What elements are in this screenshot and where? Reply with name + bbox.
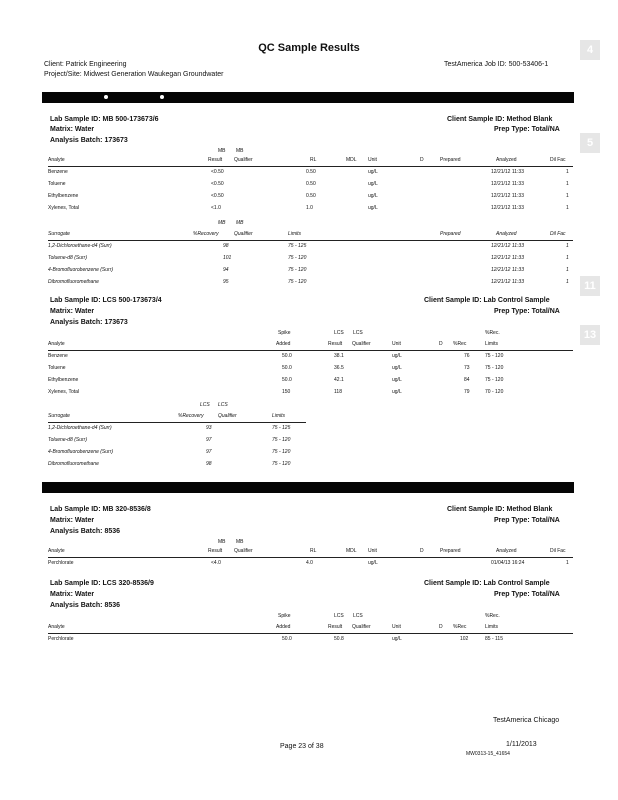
col-header: Spike: [278, 613, 291, 619]
unit: ug/L: [392, 353, 402, 359]
col-header-prepared: Prepared: [440, 231, 461, 237]
surrogate-name: 1,2-Dichloroethane-d4 (Surr): [48, 425, 112, 431]
unit: ug/L: [392, 365, 402, 371]
dil-fac: 1: [566, 267, 569, 273]
dil-fac: 1: [566, 279, 569, 285]
col-header-limits: Limits: [485, 341, 499, 347]
unit: ug/L: [392, 636, 402, 642]
surrogate-name: Dibromofluoromethane: [48, 279, 99, 285]
analyte: Benzene: [48, 353, 68, 359]
col-header-dilfac: Dil Fac: [550, 231, 566, 237]
surrogate-name: Toluene-d8 (Surr): [48, 255, 88, 261]
col-header-analyte: Analyte: [48, 548, 65, 554]
limits: 75 - 120: [485, 353, 504, 359]
col-header: LCS: [200, 402, 210, 408]
lab-sample-id: Lab Sample ID: LCS 320-8536/9: [50, 580, 154, 587]
col-header: LCS: [334, 613, 344, 619]
col-header-rl: RL: [310, 548, 317, 554]
table-row: [48, 193, 573, 202]
col-header-analyzed: Analyzed: [496, 231, 517, 237]
spike-added: 50.0: [282, 377, 292, 383]
table-header-row: [48, 231, 573, 240]
rec: 84: [464, 377, 470, 383]
header-rule: [48, 422, 306, 423]
analyte: Ethylbenzene: [48, 377, 79, 383]
col-header-analyte: Analyte: [48, 624, 65, 630]
analyzed: 01/04/13 16:24: [491, 560, 525, 566]
header-rule: [48, 633, 573, 634]
col-header: MB: [236, 220, 244, 226]
limits: 75 - 125: [288, 243, 307, 249]
lab-sample-id: Lab Sample ID: MB 320-8536/8: [50, 506, 151, 513]
analyte: Benzene: [48, 169, 68, 175]
job-id: TestAmerica Job ID: 500-53406-1: [444, 61, 549, 68]
dil-fac: 1: [566, 169, 569, 175]
dil-fac: 1: [566, 193, 569, 199]
col-header-limits: Limits: [485, 624, 499, 630]
col-header-rec: %Rec: [453, 624, 467, 630]
col-header: Spike: [278, 330, 291, 336]
mb-surrogate-table: [48, 220, 573, 290]
bar-marker: [160, 95, 164, 99]
table-row: [48, 279, 573, 288]
page-number: Page 23 of 38: [280, 743, 324, 750]
col-header-added: Added: [276, 624, 291, 630]
result: 50.8: [334, 636, 344, 642]
col-header-qualifier: Qualifier: [218, 413, 237, 419]
footer-lab-name: TestAmerica Chicago: [493, 717, 560, 724]
col-header-d: D: [439, 341, 443, 347]
table-row: [48, 365, 573, 374]
lab-sample-id: Lab Sample ID: LCS 500-173673/4: [50, 297, 162, 304]
recovery: 101: [223, 255, 232, 261]
method-blank-table: [48, 539, 573, 571]
limits: 75 - 120: [272, 437, 291, 443]
dil-fac: 1: [566, 243, 569, 249]
table-header-row: [48, 157, 573, 166]
col-header-d: D: [439, 624, 443, 630]
table-header-row: [48, 341, 573, 350]
analyzed: 12/21/12 11:33: [491, 255, 524, 261]
rec: 73: [464, 365, 470, 371]
recovery: 98: [206, 461, 212, 467]
table-row: [48, 449, 318, 458]
prep-type: Prep Type: Total/NA: [494, 591, 560, 598]
prep-type: Prep Type: Total/NA: [494, 517, 560, 524]
matrix: Matrix: Water: [50, 126, 95, 133]
analyte: Toluene: [48, 365, 66, 371]
col-header-added: Added: [276, 341, 291, 347]
table-row: [48, 169, 573, 178]
dil-fac: 1: [566, 181, 569, 187]
table-row: [48, 205, 573, 214]
col-header-unit: Unit: [368, 548, 377, 554]
analyte: Perchlorate: [48, 560, 74, 566]
col-header-rec: %Rec: [453, 341, 467, 347]
result: <4.0: [211, 560, 221, 566]
unit: ug/L: [368, 560, 378, 566]
col-header-qualifier: Qualifier: [234, 157, 253, 163]
side-tab-13[interactable]: 13: [580, 325, 600, 345]
rec: 76: [464, 353, 470, 359]
rl: 0.50: [306, 181, 316, 187]
table-header-row: [48, 220, 573, 229]
client-sample-id: Client Sample ID: Lab Control Sample: [424, 297, 550, 304]
result: 38.1: [334, 353, 344, 359]
col-header-d: D: [420, 157, 424, 163]
rl: 4.0: [306, 560, 313, 566]
col-header: LCS: [353, 613, 363, 619]
lcs-table: [48, 330, 573, 400]
method-section-bar: [42, 92, 574, 103]
col-header: LCS: [353, 330, 363, 336]
lab-sample-id: Lab Sample ID: MB 500-173673/6: [50, 116, 159, 123]
table-row: [48, 377, 573, 386]
analyzed: 12/21/12 11:33: [491, 193, 524, 199]
col-header-analyte: Analyte: [48, 341, 65, 347]
limits: 85 - 115: [485, 636, 503, 642]
col-header-unit: Unit: [368, 157, 377, 163]
project-line: Project/Site: Midwest Generation Waukegan Groundwater: [44, 71, 224, 78]
col-header-limits: Limits: [272, 413, 286, 419]
matrix: Matrix: Water: [50, 517, 95, 524]
analyzed: 12/21/12 11:33: [491, 267, 524, 273]
analyte: Xylenes, Total: [48, 389, 80, 395]
document-stamp: MW0313-15_41654: [466, 751, 510, 757]
limits: 75 - 120: [485, 377, 504, 383]
result: 42.1: [334, 377, 344, 383]
col-header: LCS: [334, 330, 344, 336]
spike-added: 50.0: [282, 365, 292, 371]
col-header: MB: [236, 148, 244, 154]
rl: 1.0: [306, 205, 313, 211]
result: <0.50: [211, 181, 224, 187]
analyzed: 12/21/12 11:33: [491, 279, 524, 285]
col-header-unit: Unit: [392, 341, 401, 347]
rec: 102: [460, 636, 469, 642]
result: <1.0: [211, 205, 221, 211]
limits: 75 - 120: [272, 449, 291, 455]
surrogate-name: Toluene-d8 (Surr): [48, 437, 88, 443]
side-tab-11[interactable]: 11: [580, 276, 600, 296]
matrix: Matrix: Water: [50, 308, 95, 315]
lcs-surrogate-table: [48, 402, 318, 472]
analysis-batch: Analysis Batch: 173673: [50, 319, 128, 326]
table-header-row: [48, 148, 573, 157]
client-sample-id: Client Sample ID: Method Blank: [447, 506, 553, 513]
spike-added: 150: [282, 389, 291, 395]
analyzed: 12/21/12 11:33: [491, 205, 524, 211]
unit: ug/L: [368, 181, 378, 187]
limits: 75 - 120: [288, 255, 307, 261]
col-header-rl: RL: [310, 157, 317, 163]
table-header-row: [48, 330, 573, 339]
col-header-dilfac: Dil Fac: [550, 548, 566, 554]
col-header-qualifier: Qualifier: [352, 341, 371, 347]
rl: 0.50: [306, 193, 316, 199]
limits: 75 - 120: [272, 461, 291, 467]
col-header-surrogate: Surrogate: [48, 413, 70, 419]
bar-marker: [104, 95, 108, 99]
analyzed: 12/21/12 11:33: [491, 181, 524, 187]
surrogate-name: Dibromofluoromethane: [48, 461, 99, 467]
table-row: [48, 389, 573, 398]
client-sample-id: Client Sample ID: Method Blank: [447, 116, 553, 123]
unit: ug/L: [368, 169, 378, 175]
surrogate-name: 4-Bromofluorobenzene (Surr): [48, 267, 114, 273]
rl: 0.50: [306, 169, 316, 175]
table-row: [48, 243, 573, 252]
col-header-prepared: Prepared: [440, 548, 461, 554]
recovery: 97: [206, 437, 212, 443]
table-header-row: [48, 624, 573, 633]
analysis-batch: Analysis Batch: 173673: [50, 137, 128, 144]
limits: 75 - 125: [272, 425, 291, 431]
table-row: [48, 437, 318, 446]
table-row: [48, 267, 573, 276]
analysis-batch: Analysis Batch: 8536: [50, 602, 121, 609]
recovery: 94: [223, 267, 229, 273]
page-title: QC Sample Results: [258, 42, 360, 54]
table-row: [48, 425, 318, 434]
col-header-result: Result: [208, 548, 223, 554]
col-header-analyzed: Analyzed: [496, 548, 517, 554]
result: <0.50: [211, 193, 224, 199]
col-header-qualifier: Qualifier: [234, 231, 253, 237]
table-header-row: [48, 402, 318, 411]
col-header: MB: [218, 220, 226, 226]
limits: 70 - 120: [485, 389, 504, 395]
header-rule: [48, 350, 573, 351]
analysis-batch: Analysis Batch: 8536: [50, 528, 121, 535]
side-tab-4[interactable]: 4: [580, 40, 600, 60]
col-header: MB: [236, 539, 244, 545]
table-header-row: [48, 539, 573, 548]
limits: 75 - 120: [485, 365, 504, 371]
prep-type: Prep Type: Total/NA: [494, 308, 560, 315]
col-header-surrogate: Surrogate: [48, 231, 70, 237]
analyte: Ethylbenzene: [48, 193, 79, 199]
dil-fac: 1: [566, 560, 569, 566]
limits: 75 - 120: [288, 279, 307, 285]
col-header-unit: Unit: [392, 624, 401, 630]
recovery: 95: [223, 279, 229, 285]
col-header-d: D: [420, 548, 424, 554]
col-header: %Rec.: [485, 613, 500, 619]
table-header-row: [48, 548, 573, 557]
prep-type: Prep Type: Total/NA: [494, 126, 560, 133]
col-header-analyzed: Analyzed: [496, 157, 517, 163]
recovery: 93: [206, 425, 212, 431]
unit: ug/L: [392, 389, 402, 395]
table-row: [48, 636, 573, 645]
dil-fac: 1: [566, 205, 569, 211]
table-row: [48, 353, 573, 362]
lcs-table: [48, 613, 573, 647]
client-line: Client: Patrick Engineering: [44, 61, 127, 68]
unit: ug/L: [368, 205, 378, 211]
col-header-result: Result: [328, 624, 343, 630]
side-tab-5[interactable]: 5: [580, 133, 600, 153]
unit: ug/L: [368, 193, 378, 199]
col-header-recovery: %Recovery: [178, 413, 204, 419]
col-header-result: Result: [208, 157, 223, 163]
table-row: [48, 560, 573, 569]
method-section-bar: [42, 482, 574, 493]
report-date: 1/11/2013: [506, 741, 537, 748]
col-header: MB: [218, 148, 226, 154]
analyte: Xylenes, Total: [48, 205, 80, 211]
method-blank-table: [48, 148, 573, 218]
header-rule: [48, 557, 573, 558]
col-header-result: Result: [328, 341, 343, 347]
col-header-mdl: MDL: [346, 157, 357, 163]
matrix: Matrix: Water: [50, 591, 95, 598]
rec: 79: [464, 389, 470, 395]
col-header-qualifier: Qualifier: [234, 548, 253, 554]
analyzed: 12/21/12 11:33: [491, 169, 524, 175]
analyzed: 12/21/12 11:33: [491, 243, 524, 249]
col-header-qualifier: Qualifier: [352, 624, 371, 630]
surrogate-name: 1,2-Dichloroethane-d4 (Surr): [48, 243, 112, 249]
result: <0.50: [211, 169, 224, 175]
table-header-row: [48, 613, 573, 622]
col-header-mdl: MDL: [346, 548, 357, 554]
result: 36.5: [334, 365, 344, 371]
spike-added: 50.0: [282, 353, 292, 359]
table-row: [48, 461, 318, 470]
client-sample-id: Client Sample ID: Lab Control Sample: [424, 580, 550, 587]
col-header-prepared: Prepared: [440, 157, 461, 163]
col-header-analyte: Analyte: [48, 157, 65, 163]
unit: ug/L: [392, 377, 402, 383]
col-header: MB: [218, 539, 226, 545]
analyte: Toluene: [48, 181, 66, 187]
limits: 75 - 120: [288, 267, 307, 273]
header-rule: [48, 240, 573, 241]
col-header-dilfac: Dil Fac: [550, 157, 566, 163]
dil-fac: 1: [566, 255, 569, 261]
table-row: [48, 181, 573, 190]
header-rule: [48, 166, 573, 167]
analyte: Perchlorate: [48, 636, 74, 642]
table-row: [48, 255, 573, 264]
col-header-recovery: %Recovery: [193, 231, 219, 237]
table-header-row: [48, 413, 318, 422]
recovery: 98: [223, 243, 229, 249]
surrogate-name: 4-Bromofluorobenzene (Surr): [48, 449, 114, 455]
col-header: LCS: [218, 402, 228, 408]
spike-added: 50.0: [282, 636, 292, 642]
col-header-limits: Limits: [288, 231, 302, 237]
result: 118: [334, 389, 342, 395]
col-header: %Rec.: [485, 330, 500, 336]
recovery: 97: [206, 449, 212, 455]
